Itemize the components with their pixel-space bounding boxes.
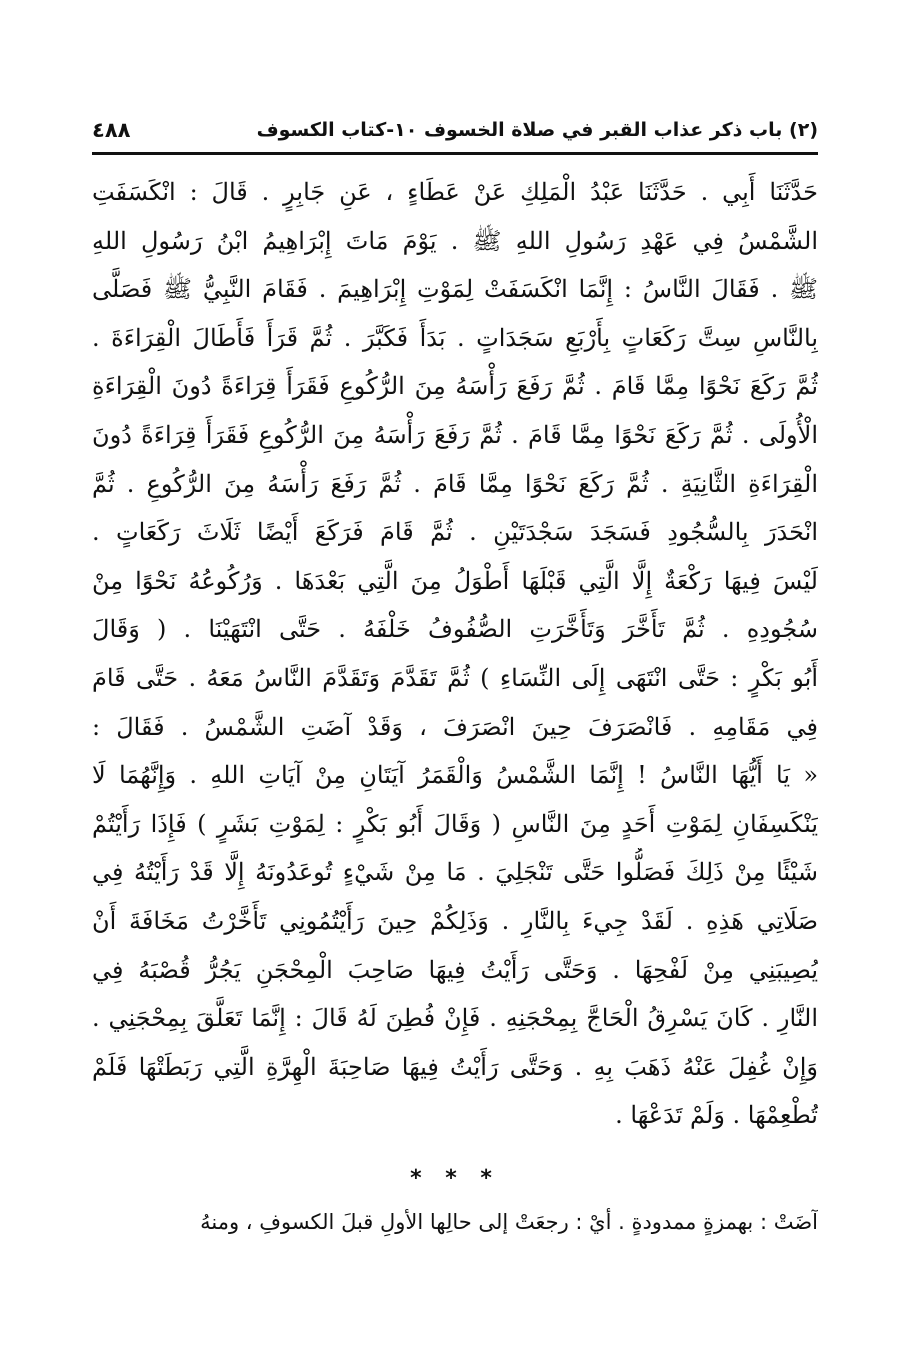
text-line: شَيْئًا مِنْ ذَلِكَ فَصَلُّوا حَتَّى تَنْجَلِيَ . مَا مِنْ شَيْءٍ تُوعَدُونَهُ إِلَّا قَدْ رَأَيْتُهُ فِي	[92, 858, 818, 887]
text-line: فِي مَقَامِهِ . فَانْصَرَفَ حِينَ انْصَرَفَ ، وَقَدْ آضَتِ الشَّمْسُ . فَقَالَ :	[92, 712, 818, 741]
running-title: (٢) باب ذكر عذاب القبر في صلاة الخسوف ١٠-كتاب الكسوف	[256, 119, 818, 141]
text-line: لَيْسَ فِيهَا رَكْعَةٌ إِلَّا الَّتِي قَبْلَهَا أَطْوَلُ مِنَ الَّتِي بَعْدَهَا . وَرُكُوعُهُ نَحْوًا مِنْ	[92, 566, 818, 595]
text-line: « يَا أَيُّهَا النَّاسُ ! إِنَّمَا الشَّمْسُ وَالْقَمَرُ آيَتَانِ مِنْ آيَاتِ اللهِ . وَإِنَّهُمَا لَا	[92, 761, 818, 790]
text-line: الْأُولَى . ثُمَّ رَكَعَ نَحْوًا مِمَّا قَامَ . ثُمَّ رَفَعَ رَأْسَهُ مِنَ الرُّكُوعِ فَقَرَأَ قِرَاءَةً دُونَ	[92, 420, 818, 449]
text-line: الشَّمْسُ فِي عَهْدِ رَسُولِ اللهِ ﷺ . يَوْمَ مَاتَ إِبْرَاهِيمُ ابْنُ رَسُولِ اللهِ	[92, 226, 818, 255]
section-separator: * * *	[410, 1166, 500, 1191]
page-header	[92, 110, 818, 150]
text-line: ثُمَّ رَكَعَ نَحْوًا مِمَّا قَامَ . ثُمَّ رَفَعَ رَأْسَهُ مِنَ الرُّكُوعِ فَقَرَأَ قِرَاءَةً دُونَ الْقِرَاءَةِ	[92, 372, 818, 401]
text-line: وَإِنْ غُفِلَ عَنْهُ ذَهَبَ بِهِ . وَحَتَّى رَأَيْتُ فِيهَا صَاحِبَةَ الْهِرَّةِ الَّتِي رَبَطَتْهَا فَلَمْ	[92, 1052, 818, 1081]
hadith-text	[92, 168, 818, 1140]
text-line: انْحَدَرَ بِالسُّجُودِ فَسَجَدَ سَجْدَتَيْنِ . ثُمَّ قَامَ فَرَكَعَ أَيْضًا ثَلَاثَ رَكَعَاتٍ .	[92, 518, 818, 547]
text-line: تُطْعِمْهَا . وَلَمْ تَدَعْهَا .	[615, 1101, 818, 1130]
text-line: ﷺ . فَقَالَ النَّاسُ : إِنَّمَا انْكَسَفَتْ لِمَوْتِ إِبْرَاهِيمَ . فَقَامَ النَّبِيُّ ﷺ فَصَلَّى	[92, 275, 818, 304]
text-line: بِالنَّاسِ سِتَّ رَكَعَاتٍ بِأَرْبَعِ سَجَدَاتٍ . بَدَأَ فَكَبَّرَ . ثُمَّ قَرَأَ فَأَطَالَ الْقِرَاءَةَ .	[92, 323, 818, 352]
header-rule	[92, 152, 818, 155]
text-line: أَبُو بَكْرٍ : حَتَّى انْتَهَى إِلَى النِّسَاءِ ) ثُمَّ تَقَدَّمَ وَتَقَدَّمَ النَّاسُ مَعَهُ . حَتَّى قَامَ	[92, 663, 818, 692]
text-line: حَدَّثَنَا أَبِي . حَدَّثَنَا عَبْدُ الْمَلِكِ عَنْ عَطَاءٍ ، عَنِ جَابِرٍ . قَالَ : انْكَسَفَتِ	[92, 178, 818, 206]
footnote: آضَتْ : بهمزةٍ ممدودةٍ . أيْ : رجعَتْ إلى حالِها الأولِ قبلَ الكسوفِ ، ومنهُ	[200, 1210, 818, 1234]
text-line: سُجُودِهِ . ثُمَّ تَأَخَّرَ وَتَأَخَّرَتِ الصُّفُوفُ خَلْفَهُ . حَتَّى انْتَهَيْنَا . ( وَقَالَ	[92, 615, 818, 644]
text-line: صَلَاتِي هَذِهِ . لَقَدْ جِيءَ بِالنَّارِ . وَذَلِكُمْ حِينَ رَأَيْتُمُونِي تَأَخَّرْتُ مَخَافَةَ أَنْ	[92, 906, 818, 935]
text-line: يُصِيبَنِي مِنْ لَفْحِهَا . وَحَتَّى رَأَيْتُ فِيهَا صَاحِبَ الْمِحْجَنِ يَجُرُّ قُصْبَهُ فِي	[92, 955, 818, 984]
page-number: ٤٨٨	[92, 118, 131, 142]
text-line: يَنْكَسِفَانِ لِمَوْتِ أَحَدٍ مِنَ النَّاسِ ( وَقَالَ أَبُو بَكْرٍ : لِمَوْتِ بَشَرٍ ) فَإِذَا رَأَيْتُمْ	[92, 809, 818, 838]
text-line: النَّارِ . كَانَ يَسْرِقُ الْحَاجَّ بِمِحْجَنِهِ . فَإِنْ فُطِنَ لَهُ قَالَ : إِنَّمَا تَعَلَّقَ بِمِحْجَنِي .	[92, 1004, 818, 1033]
text-line: الْقِرَاءَةِ الثَّانِيَةِ . ثُمَّ رَكَعَ نَحْوًا مِمَّا قَامَ . ثُمَّ رَفَعَ رَأْسَهُ مِنَ الرُّكُوعِ . ثُمَّ	[92, 469, 818, 498]
